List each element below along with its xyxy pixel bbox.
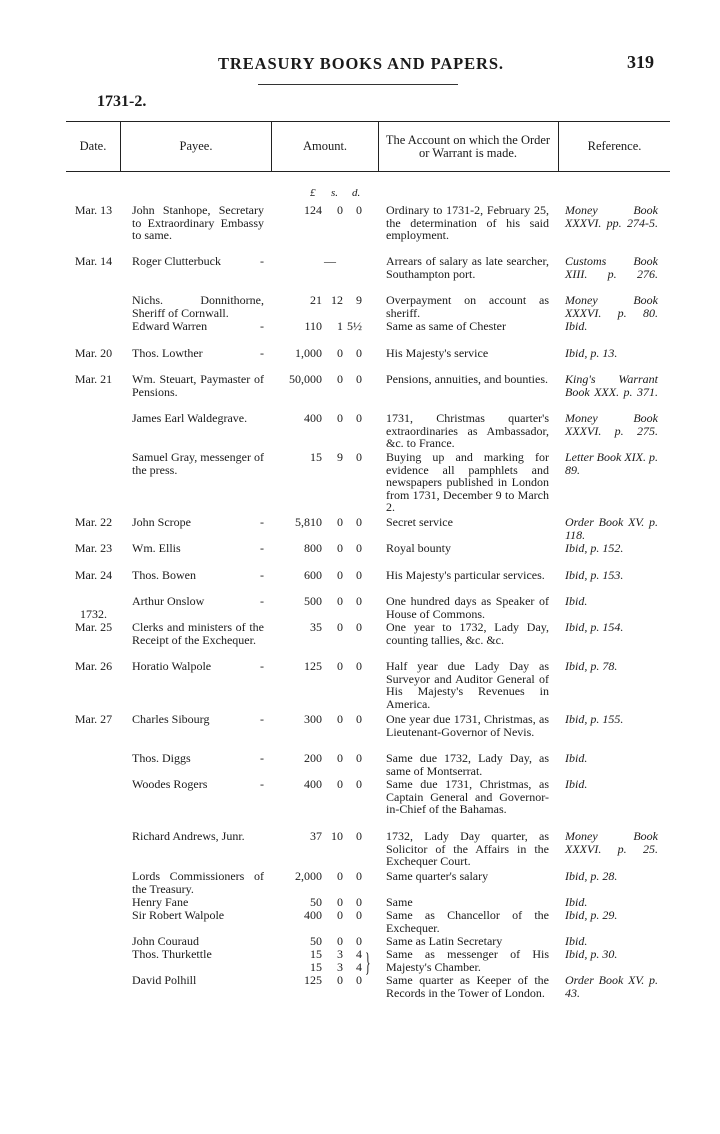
row-pounds: 500 (304, 594, 322, 608)
row-reference: Ibid, p. 155. (565, 712, 624, 726)
row-pounds: 124 (304, 203, 322, 217)
row-shillings: 12 (331, 293, 343, 307)
row-pence: 0 (356, 411, 362, 425)
dot-leader: - (260, 346, 264, 360)
row-account: Arrears of salary as late searcher, Southampton port. (386, 254, 549, 281)
row-pounds: 800 (304, 541, 322, 555)
row-payee: Edward Warren - (132, 319, 264, 333)
row-shillings: 9 (337, 450, 343, 464)
row-payee: Wm. Steuart, Paymaster of Pensions. (132, 372, 264, 399)
column-header-date: Date. (79, 139, 107, 153)
row-reference: Ibid, p. 28. (565, 869, 618, 883)
row-pounds: 35 (310, 620, 322, 634)
row-account: Pensions, annuities, and bounties. (386, 372, 548, 386)
row-payee: John Scrope - (132, 515, 264, 529)
dot-leader: - (260, 541, 264, 555)
row-pounds: 15 (310, 947, 322, 961)
row-shillings: 0 (337, 515, 343, 529)
row-date: Mar. 14 (74, 254, 113, 268)
row-account: One hundred days as Speaker of House of Commons. (386, 594, 549, 621)
row-payee: Nichs. Donnithorne, Sheriff of Cornwall. (132, 293, 264, 320)
row-account: Same due 1732, Lady Day, as same of Montserrat. (386, 751, 549, 778)
row-pounds: 50 (310, 895, 322, 909)
row-reference: Ibid, p. 30. (565, 947, 618, 961)
row-shillings: 1 (337, 319, 343, 333)
row-account: Ordinary to 1731-2, February 25, the determination of his said employment. (386, 203, 549, 242)
header-rule (258, 84, 458, 85)
row-pence: 0 (356, 541, 362, 555)
dot-leader: - (260, 594, 264, 608)
row-pence: 0 (356, 751, 362, 765)
row-pounds: 200 (304, 751, 322, 765)
row-year: 1732. (80, 607, 107, 621)
row-payee: Wm. Ellis - (132, 541, 264, 555)
row-pence: 0 (356, 346, 362, 360)
row-reference: Ibid. (565, 895, 588, 909)
row-shillings: 0 (337, 777, 343, 791)
row-date: Mar. 22 (74, 515, 113, 529)
row-payee: Henry Fane (132, 895, 189, 909)
page-number: 319 (627, 52, 654, 72)
row-reference: Ibid, p. 154. (565, 620, 624, 634)
row-account: Same as Latin Secretary (386, 934, 503, 948)
row-shillings: 10 (331, 829, 343, 843)
row-pounds: 21 (310, 293, 322, 307)
row-pounds: 37 (310, 829, 322, 843)
shillings-unit: s. (331, 187, 339, 199)
dot-leader: - (260, 659, 264, 673)
row-shillings: 0 (337, 869, 343, 883)
row-payee: David Polhill (132, 973, 197, 987)
row-account: His Majesty's service (386, 346, 489, 360)
row-reference: Ibid. (565, 594, 588, 608)
dot-leader: - (260, 515, 264, 529)
row-shillings: 0 (337, 372, 343, 386)
row-pounds: 400 (304, 777, 322, 791)
row-account: Same quarter's salary (386, 869, 489, 883)
row-pounds: 15 (310, 450, 322, 464)
column-header-reference: Reference. (587, 139, 642, 153)
row-account: Overpayment on account as sheriff. (386, 293, 549, 320)
column-header-account: The Account on which the Order or Warrant is made. (385, 132, 551, 160)
dot-leader: - (260, 777, 264, 791)
row-account: Royal bounty (386, 541, 451, 555)
row-reference: Ibid. (565, 934, 588, 948)
row-date: Mar. 26 (74, 659, 113, 673)
row-payee: John Stanhope, Secretary to Extraordinary Embassy to same. (132, 203, 264, 242)
row-reference: Order Book XV. p. 43. (565, 973, 658, 1000)
row-payee: James Earl Waldegrave. (132, 411, 248, 425)
row-pounds: 50 (310, 934, 322, 948)
row-reference: Money Book XXXVI. p. 80. (565, 293, 658, 320)
row-account: His Majesty's particular services. (386, 568, 545, 582)
row-shillings: 3 (337, 947, 343, 961)
row-pounds: 15 (310, 960, 322, 974)
row-pence: 4 (356, 960, 362, 974)
row-account: Secret service (386, 515, 453, 529)
pence-unit: d. (352, 187, 361, 199)
dot-leader: - (260, 712, 264, 726)
row-account: One year to 1732, Lady Day, counting tallies, &c. &c. (386, 620, 549, 647)
row-pounds: 50,000 (289, 372, 322, 386)
row-pence: 0 (356, 869, 362, 883)
column-header-amount: Amount. (302, 139, 348, 153)
row-pence: 0 (356, 908, 362, 922)
row-reference: Money Book XXXVI. p. 275. (565, 411, 658, 438)
row-payee: Samuel Gray, messenger of the press. (132, 450, 264, 477)
row-account: Same as same of Chester (386, 319, 506, 333)
row-date: Mar. 23 (74, 541, 113, 555)
row-shillings: 0 (337, 620, 343, 634)
row-account: 1731, Christmas quarter's extraordinaries as Ambassador, &c. to France. (386, 411, 549, 450)
row-date: Mar. 25 (74, 620, 113, 634)
row-pence: 0 (356, 515, 362, 529)
amount-brace: } (365, 948, 371, 977)
row-reference: Customs Book XIII. p. 276. (565, 254, 658, 281)
row-account: One year due 1731, Christmas, as Lieutenant-Governor of Nevis. (386, 712, 549, 739)
row-account: Buying up and marking for evidence all pamphlets and newspapers published in London from 1731, December 9 to March 2. (386, 450, 549, 514)
row-date: Mar. 20 (74, 346, 113, 360)
row-payee: Clerks and ministers of the Receipt of the Exchequer. (132, 620, 264, 647)
row-pounds: 400 (304, 411, 322, 425)
row-pence: 0 (356, 450, 362, 464)
row-reference: King's Warrant Book XXX. p. 371. (565, 372, 658, 399)
row-payee: Arthur Onslow - (132, 594, 264, 608)
row-date: Mar. 24 (74, 568, 113, 582)
row-pence: 4 (356, 947, 362, 961)
row-pounds: 125 (304, 659, 322, 673)
row-shillings: 0 (337, 594, 343, 608)
column-divider (378, 122, 379, 172)
dot-leader: - (260, 568, 264, 582)
row-pounds: 125 (304, 973, 322, 987)
table-header-rule (66, 171, 670, 172)
row-pounds: 2,000 (295, 869, 322, 883)
running-title: TREASURY BOOKS AND PAPERS. (218, 54, 504, 73)
row-payee: Thos. Diggs - (132, 751, 264, 765)
row-payee: Sir Robert Walpole (132, 908, 225, 922)
row-shillings: 0 (337, 934, 343, 948)
row-reference: Money Book XXXVI. p. 25. (565, 829, 658, 856)
row-account: Same as Chancellor of the Exchequer. (386, 908, 549, 935)
row-pence: 9 (356, 293, 362, 307)
row-date: Mar. 21 (74, 372, 113, 386)
row-reference: Money Book XXXVI. pp. 274-5. (565, 203, 658, 230)
row-date: Mar. 13 (74, 203, 113, 217)
row-pounds: 5,810 (295, 515, 322, 529)
row-account: Half year due Lady Day as Surveyor and Auditor General of His Majesty's Revenues in America. (386, 659, 549, 711)
row-reference: Ibid, p. 153. (565, 568, 624, 582)
row-account: 1732, Lady Day quarter, as Solicitor of the Affairs in the Exchequer Court. (386, 829, 549, 868)
row-pounds: 110 (304, 319, 322, 333)
row-payee: John Couraud (132, 934, 199, 948)
row-reference: Ibid. (565, 777, 588, 791)
row-reference: Ibid, p. 29. (565, 908, 618, 922)
row-payee: Horatio Walpole - (132, 659, 264, 673)
row-pence: 0 (356, 203, 362, 217)
pounds-unit: £ (310, 187, 316, 199)
row-shillings: 0 (337, 712, 343, 726)
row-shillings: 0 (337, 411, 343, 425)
row-shillings: 3 (337, 960, 343, 974)
row-shillings: 0 (337, 751, 343, 765)
row-reference: Ibid. (565, 319, 588, 333)
row-shillings: 0 (337, 346, 343, 360)
row-date: Mar. 27 (74, 712, 113, 726)
row-pence: 0 (356, 712, 362, 726)
row-pence: 0 (356, 934, 362, 948)
row-payee: Roger Clutterbuck - (132, 254, 264, 268)
row-shillings: 0 (337, 203, 343, 217)
row-reference: Ibid. (565, 751, 588, 765)
dot-leader: - (260, 751, 264, 765)
row-pence: 0 (356, 620, 362, 634)
row-pence: 0 (356, 895, 362, 909)
row-shillings: 0 (337, 908, 343, 922)
row-shillings: 0 (337, 895, 343, 909)
row-payee: Thos. Lowther - (132, 346, 264, 360)
dot-leader: - (260, 254, 264, 268)
row-account: Same as messenger of His Majesty's Chamber. (386, 947, 549, 974)
row-pounds: 1,000 (295, 346, 322, 360)
row-account: Same quarter as Keeper of the Records in the Tower of London. (386, 973, 549, 1000)
row-pence: 5½ (347, 319, 362, 333)
year-heading: 1731-2. (97, 93, 147, 110)
row-shillings: 0 (337, 568, 343, 582)
row-shillings: 0 (337, 973, 343, 987)
row-pence: 0 (356, 372, 362, 386)
row-pence: 0 (356, 973, 362, 987)
row-pence: 0 (356, 568, 362, 582)
row-pounds: 600 (304, 568, 322, 582)
row-amount-dash: — (324, 254, 336, 268)
row-pence: 0 (356, 777, 362, 791)
row-account: Same due 1731, Christmas, as Captain General and Governor-in-Chief of the Bahamas. (386, 777, 549, 816)
row-pence: 0 (356, 829, 362, 843)
row-payee: Woodes Rogers - (132, 777, 264, 791)
row-pence: 0 (356, 594, 362, 608)
row-payee: Thos. Thurkettle (132, 947, 212, 961)
row-reference: Ibid, p. 78. (565, 659, 618, 673)
column-header-payee: Payee. (179, 139, 213, 153)
row-pounds: 400 (304, 908, 322, 922)
row-reference: Ibid, p. 152. (565, 541, 624, 555)
row-reference: Order Book XV. p. 118. (565, 515, 658, 542)
row-payee: Thos. Bowen - (132, 568, 264, 582)
dot-leader: - (260, 319, 264, 333)
row-account: Same (386, 895, 413, 909)
row-reference: Letter Book XIX. p. 89. (565, 450, 658, 477)
row-reference: Ibid, p. 13. (565, 346, 618, 360)
row-payee: Charles Sibourg - (132, 712, 264, 726)
row-payee: Lords Commissioners of the Treasury. (132, 869, 264, 896)
row-pounds: 300 (304, 712, 322, 726)
row-shillings: 0 (337, 659, 343, 673)
row-pence: 0 (356, 659, 362, 673)
row-payee: Richard Andrews, Junr. (132, 829, 245, 843)
row-shillings: 0 (337, 541, 343, 555)
